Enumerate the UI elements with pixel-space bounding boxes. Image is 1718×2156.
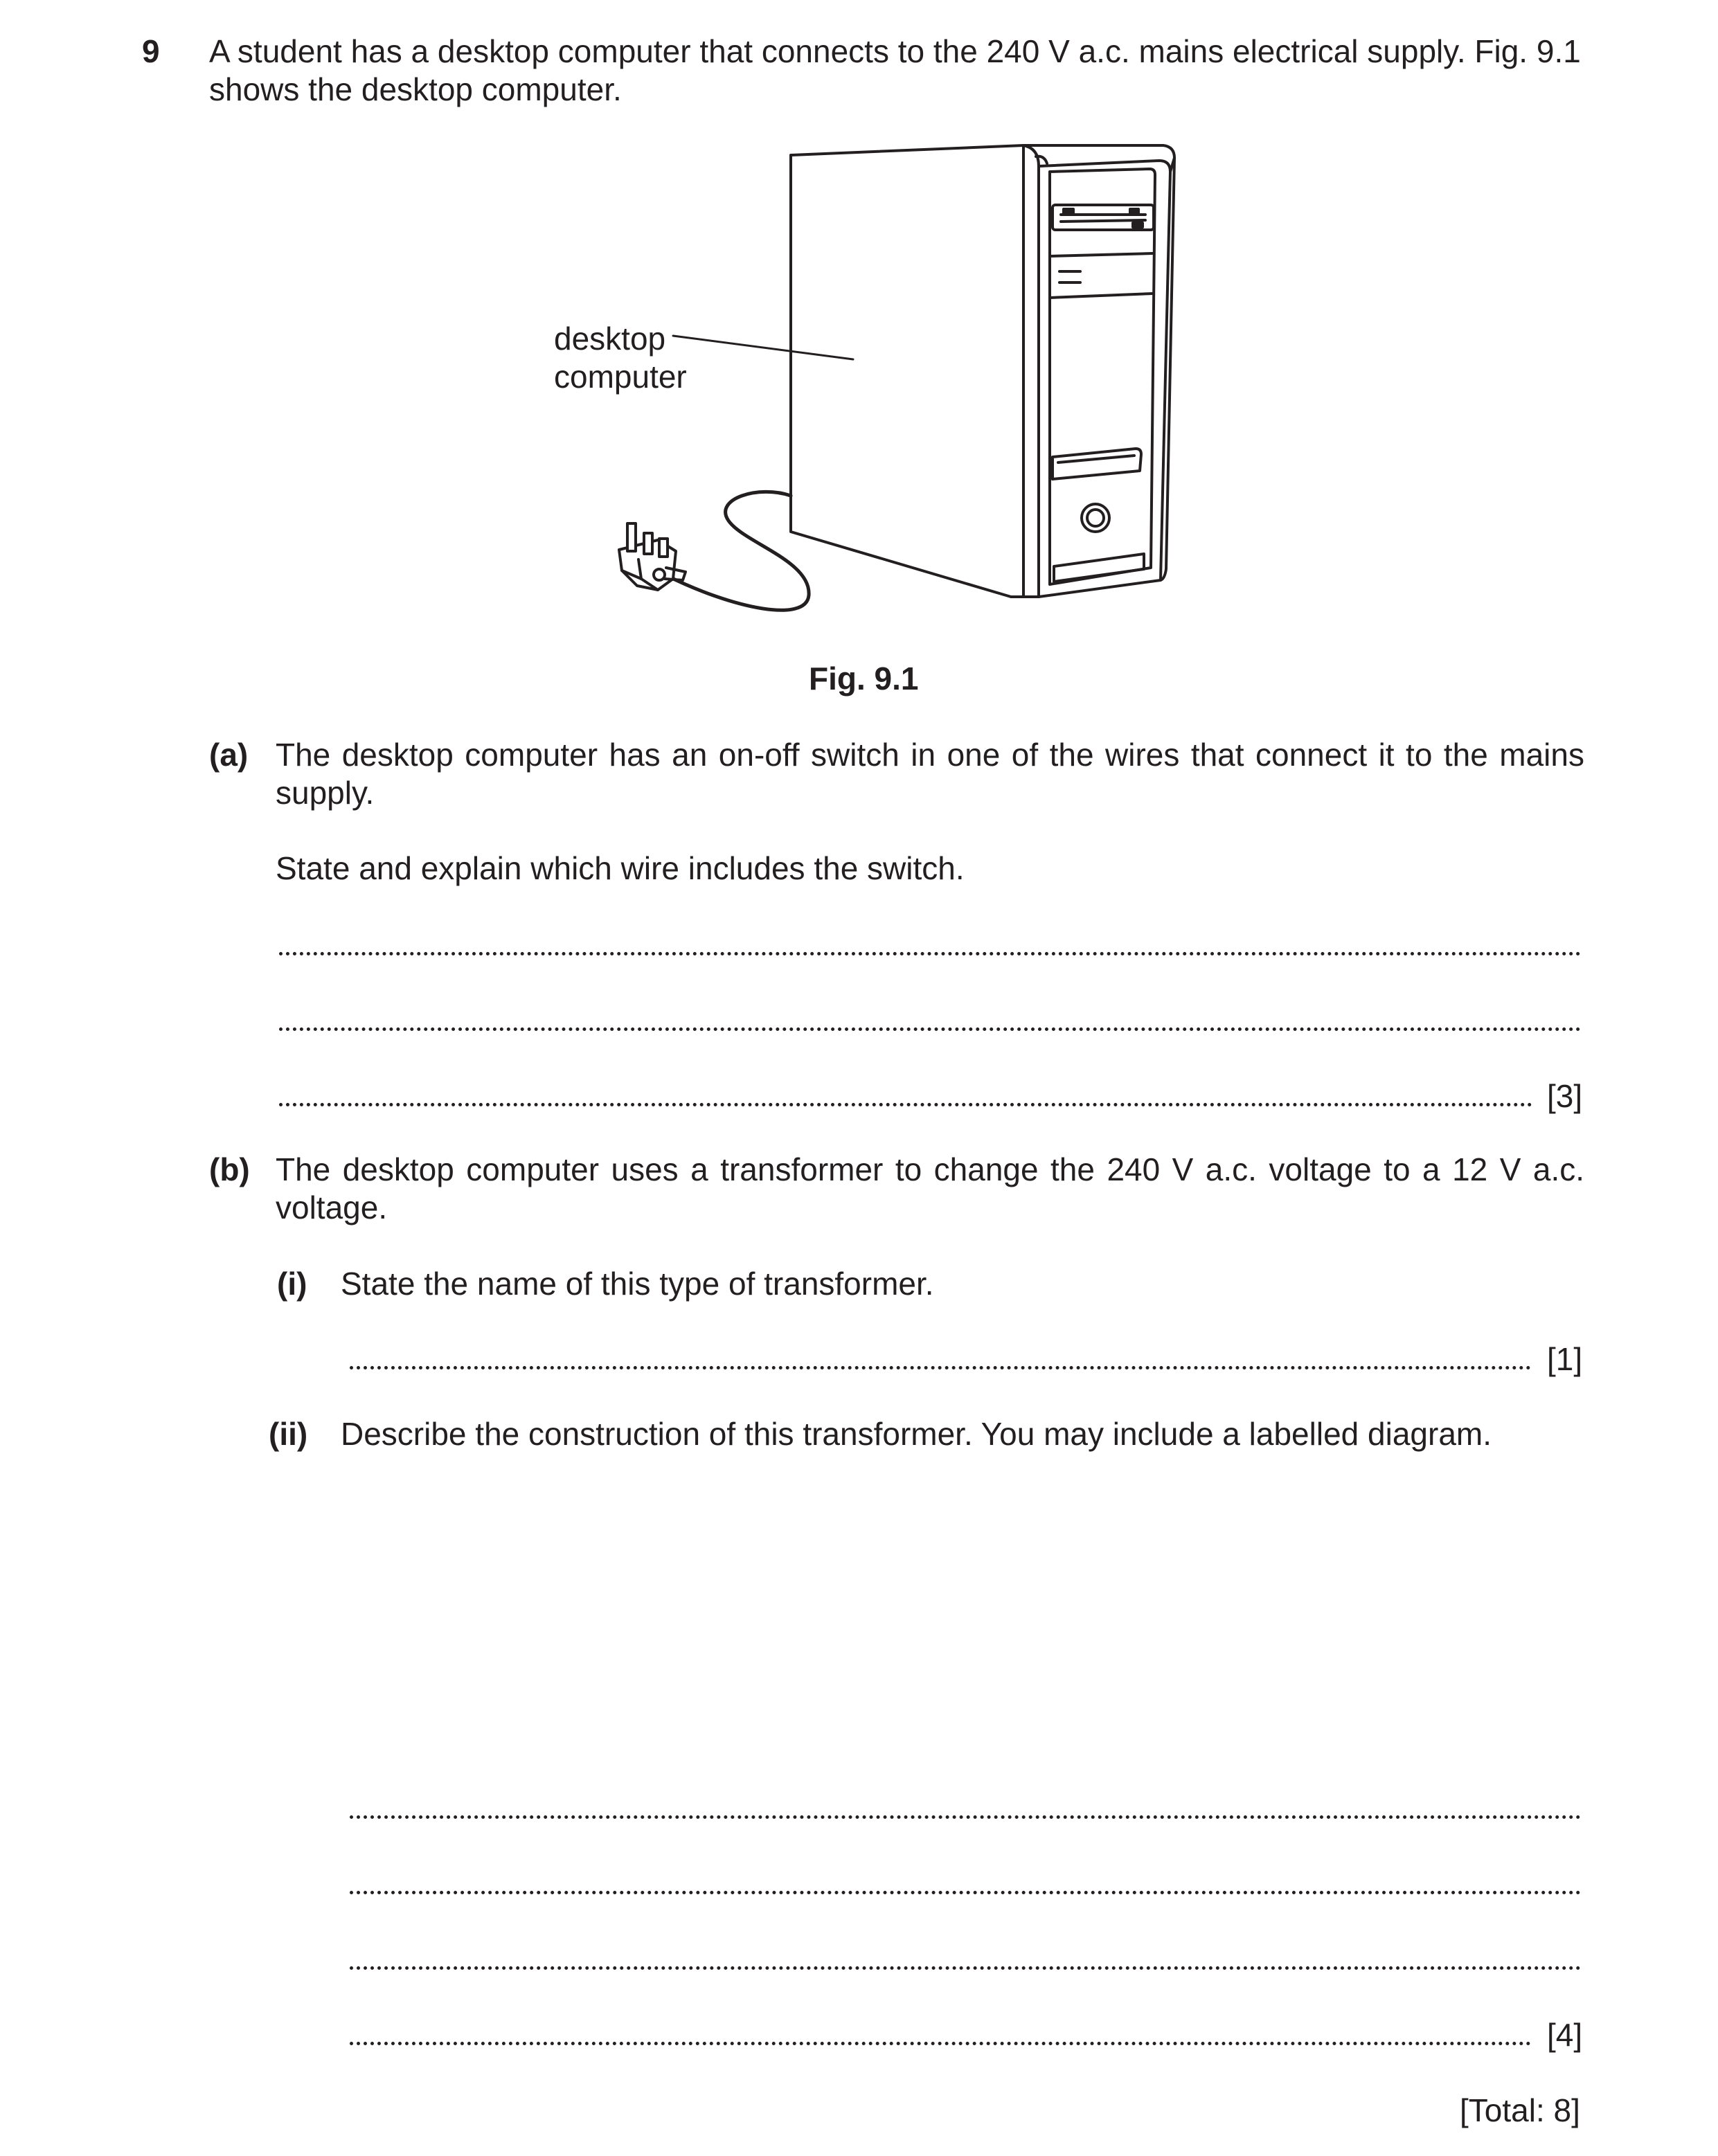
answer-line-b-i[interactable]: [350, 1366, 1531, 1369]
part-b-ii-label: (ii): [269, 1416, 308, 1452]
part-b-text-line1: The desktop computer uses a transformer to change the 240 V a.c. voltage to a 12 V a.c.: [276, 1151, 1584, 1187]
part-b-text-line2: voltage.: [276, 1189, 388, 1225]
part-a-instruction: State and explain which wire includes the switch.: [276, 850, 965, 886]
answer-line-a-3[interactable]: [279, 1103, 1532, 1106]
answer-line-b-ii-3[interactable]: [350, 1966, 1581, 1970]
part-a-marks: [3]: [1547, 1078, 1583, 1114]
part-b-label: (b): [209, 1151, 250, 1187]
part-a-text-line2: supply.: [276, 775, 375, 811]
figure-label-line2: computer: [554, 359, 687, 395]
answer-line-b-ii-2[interactable]: [350, 1891, 1581, 1894]
part-b-i-text: State the name of this type of transformer.: [341, 1266, 934, 1302]
figure-label-line1: desktop: [554, 321, 666, 357]
part-a-label: (a): [209, 737, 249, 773]
answer-line-b-ii-4[interactable]: [350, 2042, 1531, 2045]
question-number: 9: [142, 33, 160, 69]
answer-line-b-ii-1[interactable]: [350, 1815, 1581, 1819]
answer-line-a-1[interactable]: [279, 952, 1581, 955]
answer-line-a-2[interactable]: [279, 1027, 1581, 1031]
part-b-i-label: (i): [277, 1266, 307, 1302]
part-b-ii-marks: [4]: [1547, 2017, 1583, 2053]
diagram-space[interactable]: [341, 1461, 1580, 1766]
figure-caption: Fig. 9.1: [809, 661, 919, 697]
question-intro-line2: shows the desktop computer.: [209, 71, 622, 107]
total-marks: [Total: 8]: [1460, 2092, 1580, 2128]
question-intro-line1: A student has a desktop computer that connects to the 240 V a.c. mains electrical supply. Fig. 9.1: [209, 33, 1581, 69]
part-a-text-line1: The desktop computer has an on-off switch in one of the wires that connect it to the mains: [276, 737, 1584, 773]
part-b-ii-text: Describe the construction of this transformer. You may include a labelled diagram.: [341, 1416, 1492, 1452]
part-b-i-marks: [1]: [1547, 1341, 1583, 1377]
